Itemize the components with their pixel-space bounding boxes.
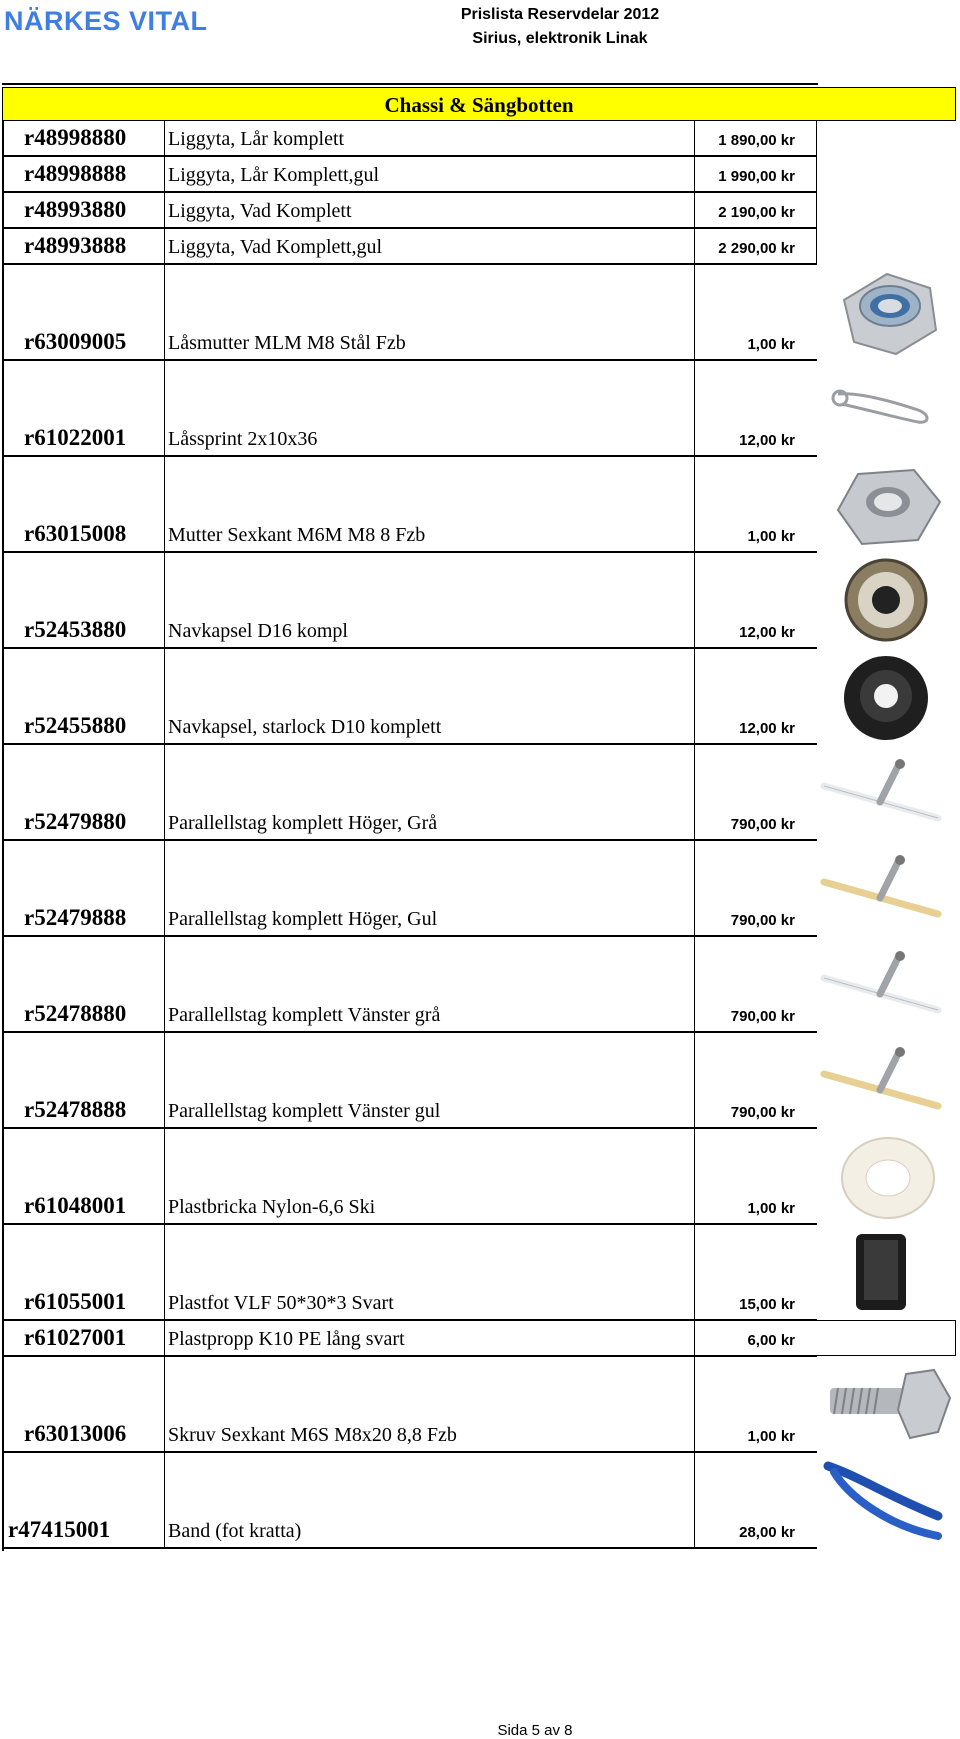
rod-yellow-icon	[818, 1036, 956, 1128]
item-price: 1,00 kr	[747, 528, 795, 545]
item-code: r63009005	[24, 329, 127, 354]
table-row	[4, 229, 817, 265]
hairpin-icon	[818, 364, 956, 456]
washer-icon	[818, 1132, 956, 1224]
item-description: Mutter Sexkant M6M M8 8 Fzb	[168, 524, 426, 546]
item-description: Plastbricka Nylon-6,6 Ski	[168, 1196, 376, 1218]
item-code: r61048001	[24, 1193, 127, 1218]
document-subtitle: Sirius, elektronik Linak	[472, 30, 648, 47]
item-description: Navkapsel D16 kompl	[168, 620, 348, 642]
item-description: Liggyta, Lår Komplett,gul	[168, 164, 380, 186]
item-code: r52478880	[24, 1001, 127, 1026]
starlock-cap-black-icon	[818, 652, 956, 744]
table-row	[4, 1453, 817, 1549]
item-code: r63013006	[24, 1421, 127, 1446]
table-row	[4, 745, 817, 841]
item-description: Parallellstag komplett Höger, Gul	[168, 908, 438, 930]
item-code: r52455880	[24, 713, 127, 738]
item-price: 1 990,00 kr	[718, 168, 795, 185]
item-description: Plastfot VLF 50*30*3 Svart	[168, 1292, 394, 1314]
table-row	[4, 1225, 817, 1321]
table-row	[4, 937, 817, 1033]
rod-yellow-icon	[818, 844, 956, 936]
hexnut-icon	[818, 460, 956, 552]
item-code: r52478888	[24, 1097, 127, 1122]
table-row	[4, 1357, 817, 1453]
locknut-icon	[818, 268, 956, 360]
item-description: Navkapsel, starlock D10 komplett	[168, 716, 442, 738]
item-code: r61055001	[24, 1289, 127, 1314]
item-price: 6,00 kr	[747, 1332, 795, 1349]
hex-bolt-icon	[818, 1360, 956, 1452]
item-description: Parallellstag komplett Höger, Grå	[168, 812, 438, 834]
table-row	[4, 457, 817, 553]
item-code: r52479888	[24, 905, 127, 930]
item-description: Låsmutter MLM M8 Stål Fzb	[168, 332, 406, 354]
item-price: 1 890,00 kr	[718, 132, 795, 149]
item-code: r48993888	[24, 233, 127, 258]
table-row	[4, 361, 817, 457]
item-description: Liggyta, Lår komplett	[168, 128, 345, 150]
category-header: Chassi & Sängbotten	[2, 87, 956, 121]
item-description: Liggyta, Vad Komplett	[168, 200, 352, 222]
table-row	[4, 649, 817, 745]
table-row	[4, 841, 817, 937]
page-number: Sida 5 av 8	[497, 1722, 573, 1739]
item-price: 12,00 kr	[739, 624, 795, 641]
rod-grey-icon	[818, 940, 956, 1032]
item-price: 1,00 kr	[747, 336, 795, 353]
item-description: Plastpropp K10 PE lång svart	[168, 1328, 405, 1350]
item-code: r63015008	[24, 521, 127, 546]
item-price: 790,00 kr	[730, 1008, 795, 1025]
item-price: 2 290,00 kr	[718, 240, 795, 257]
table-row	[4, 553, 817, 649]
table-row	[4, 1129, 817, 1225]
item-price: 1,00 kr	[747, 1428, 795, 1445]
item-price: 790,00 kr	[730, 1104, 795, 1121]
item-code: r61027001	[24, 1325, 127, 1350]
rod-grey-icon	[818, 748, 956, 840]
item-code: r52479880	[24, 809, 127, 834]
starlock-cap-icon	[818, 556, 956, 648]
table-row	[4, 1321, 817, 1357]
item-code: r48993880	[24, 197, 127, 222]
empty-image-cell	[816, 1320, 956, 1356]
item-price: 12,00 kr	[739, 432, 795, 449]
blue-band-icon	[818, 1456, 956, 1548]
item-description: Liggyta, Vad Komplett,gul	[168, 236, 383, 258]
item-price: 28,00 kr	[739, 1524, 795, 1541]
table-top-border	[2, 83, 818, 85]
item-code: r52453880	[24, 617, 127, 642]
plastic-foot-icon	[818, 1228, 956, 1320]
table-row	[4, 1033, 817, 1129]
item-price: 1,00 kr	[747, 1200, 795, 1217]
item-description: Låssprint 2x10x36	[168, 428, 318, 450]
table-row	[4, 121, 817, 157]
table-row	[4, 157, 817, 193]
table-row	[4, 265, 817, 361]
item-description: Skruv Sexkant M6S M8x20 8,8 Fzb	[168, 1424, 457, 1446]
item-code: r47415001	[8, 1517, 111, 1542]
item-price: 790,00 kr	[730, 912, 795, 929]
item-description: Parallellstag komplett Vänster grå	[168, 1004, 441, 1026]
item-price: 2 190,00 kr	[718, 204, 795, 221]
brand-logo: NÄRKES VITAL	[4, 6, 208, 36]
table-row	[4, 193, 817, 229]
item-code: r61022001	[24, 425, 127, 450]
document-title: Prislista Reservdelar 2012	[460, 6, 660, 23]
item-code: r48998888	[24, 161, 127, 186]
item-code: r48998880	[24, 125, 127, 150]
item-price: 12,00 kr	[739, 720, 795, 737]
item-description: Parallellstag komplett Vänster gul	[168, 1100, 441, 1122]
item-price: 790,00 kr	[730, 816, 795, 833]
item-price: 15,00 kr	[739, 1296, 795, 1313]
item-description: Band (fot kratta)	[168, 1520, 302, 1542]
